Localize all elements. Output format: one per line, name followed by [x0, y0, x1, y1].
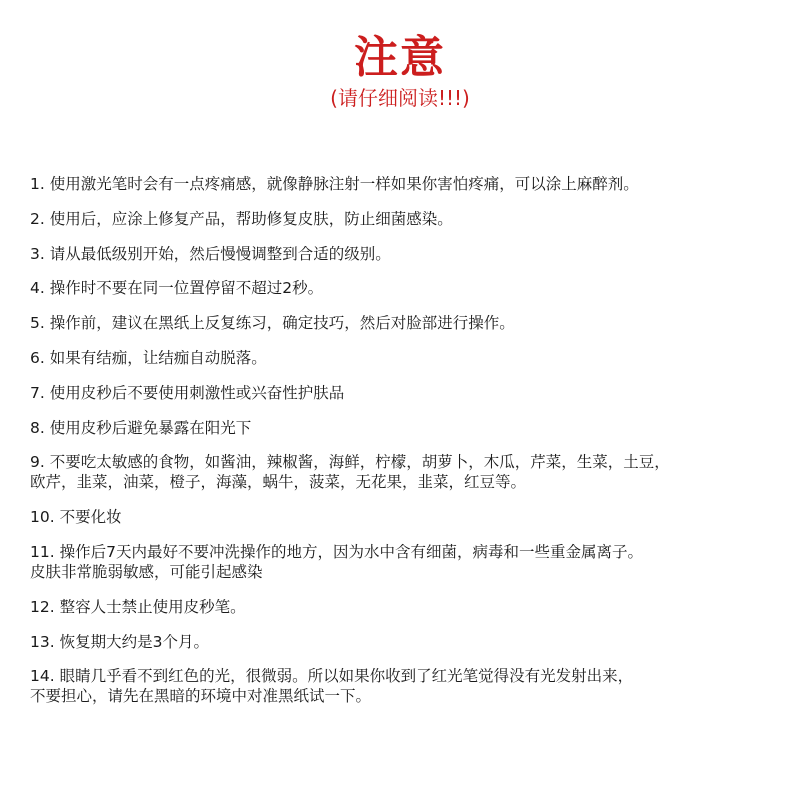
notice-item-text: 1. 使用激光笔时会有一点疼痛感，就像静脉注射一样如果你害怕疼痛，可以涂上麻醉剂。	[30, 175, 639, 193]
notice-header	[0, 30, 800, 110]
notice-item-text: 14. 眼睛几乎看不到红色的光，很微弱。所以如果你收到了红光笔觉得没有光发射出来，	[30, 667, 634, 686]
notice-item	[30, 348, 780, 368]
notice-item	[30, 507, 780, 527]
notice-item-text-continued: 不要担心，请先在黑暗的环境中对准黑纸试一下。	[30, 687, 372, 706]
notice-item-text: 2. 使用后，应涂上修复产品，帮助修复皮肤，防止细菌感染。	[30, 209, 453, 228]
notice-item-text: 11. 操作后7天内最好不要冲洗操作的地方，因为水中含有细菌，病毒和一些重金属离子。	[30, 542, 643, 561]
notice-subtitle: (请仔细阅读!!!)	[330, 86, 470, 110]
notice-item	[30, 542, 780, 582]
notice-item-text: 7. 使用皮秒后不要使用刺激性或兴奋性护肤品	[30, 383, 345, 402]
notice-item-text: 3. 请从最低级别开始，然后慢慢调整到合适的级别。	[30, 244, 391, 263]
notice-title: 注意	[354, 32, 446, 83]
notice-item	[30, 244, 780, 264]
notice-item-text: 8. 使用皮秒后避免暴露在阳光下	[30, 418, 252, 437]
notice-item	[30, 632, 780, 652]
notice-item-text: 9. 不要吃太敏感的食物，如酱油，辣椒酱，海鲜，柠檬，胡萝卜，木瓜，芹菜，生菜，土豆，	[30, 453, 670, 472]
notice-item	[30, 313, 780, 333]
notice-item-text-continued: 皮肤非常脆弱敏感，可能引起感染	[30, 562, 263, 581]
notice-item-text-continued: 欧芹，韭菜，油菜，橙子，海藻，蜗牛，菠菜，无花果，韭菜，红豆等。	[30, 473, 527, 492]
notice-item	[30, 209, 780, 229]
notice-list	[30, 174, 780, 721]
notice-item-text: 4. 操作时不要在同一位置停留不超过2秒。	[30, 279, 324, 298]
notice-item	[30, 452, 780, 492]
notice-item	[30, 278, 780, 298]
notice-item	[30, 597, 780, 617]
notice-item-text: 13. 恢复期大约是3个月。	[30, 632, 209, 651]
notice-item	[30, 174, 780, 194]
notice-item	[30, 666, 780, 706]
notice-item-text: 10. 不要化妆	[30, 508, 122, 527]
notice-item-text: 6. 如果有结痂，让结痂自动脱落。	[30, 348, 267, 367]
notice-item-text: 12. 整容人士禁止使用皮秒笔。	[30, 597, 246, 616]
notice-item-text: 5. 操作前，建议在黑纸上反复练习，确定技巧，然后对脸部进行操作。	[30, 314, 515, 333]
notice-item	[30, 418, 780, 438]
notice-item	[30, 383, 780, 403]
